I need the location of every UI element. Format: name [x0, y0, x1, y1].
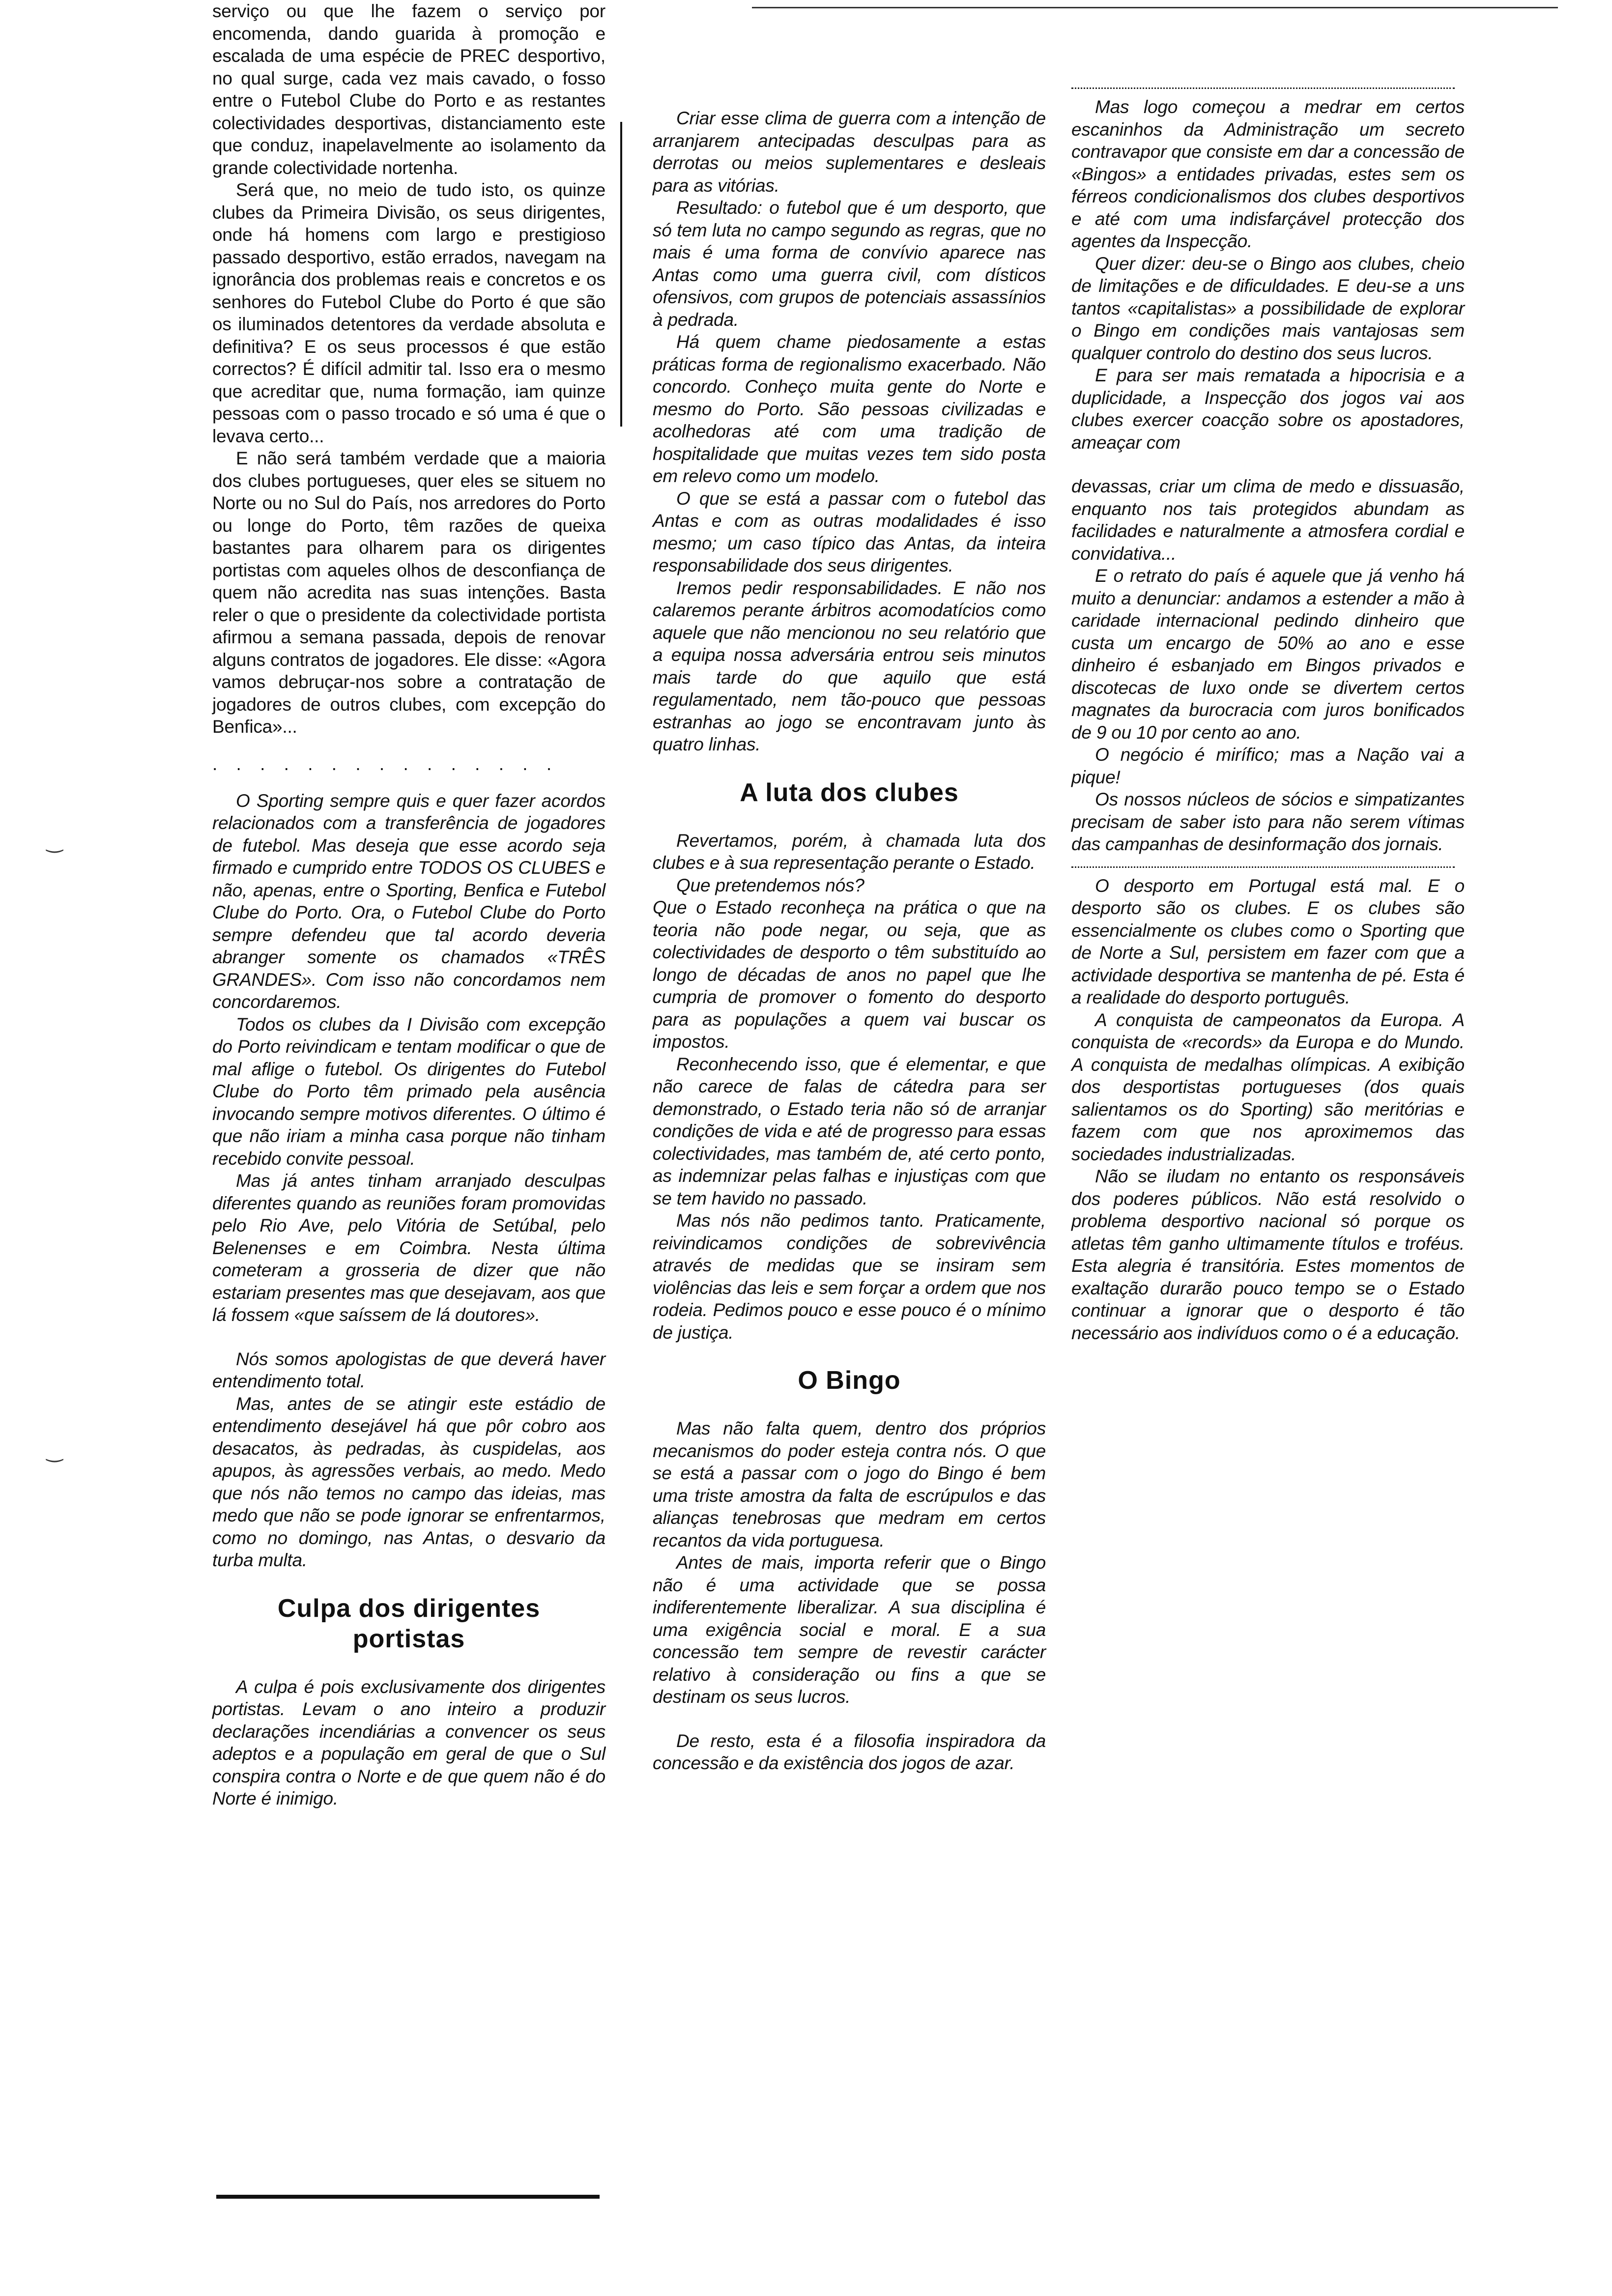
column-3: [1071, 87, 1465, 1344]
col1-heading-culpa: Culpa dos dirigentes portistas: [277, 1594, 541, 1653]
col3-paragraph-7: Os nossos núcleos de sócios e simpatizantes precisam de saber isto para não serem vítimas das campanhas de desinformação dos jornais.: [1071, 789, 1465, 854]
margin-mark: ‿: [47, 1440, 63, 1462]
col2-heading-luta: A luta dos clubes: [740, 778, 959, 807]
col2-paragraph-12: Antes de mais, importa referir que o Bingo não é uma actividade que se possa indiferentemente liberalizar. A sua disciplina é uma exigência social e moral. E a sua concessão tem sempre de revestir carácter relativo à consideração ou fins a que se destinam os seus lucros.: [653, 1552, 1046, 1707]
col1-dots-separator: . . . . . . . . . . . . . . .: [212, 753, 559, 774]
col2-paragraph-10: Mas nós não pedimos tanto. Praticamente, reivindicamos condições de sobrevivência através de medidas que se insiram sem violências das leis e sem forçar a ordem que nos rodeia. Pedimos pouco e esse pouco é o mínimo de justiça.: [653, 1210, 1046, 1343]
col2-paragraph-1: Criar esse clima de guerra com a intenção de arranjarem antecipadas desculpas para as derrotas ou meios suplementares e desleais para as vitórias.: [653, 108, 1046, 196]
col3-paragraph-9: A conquista de campeonatos da Europa. A conquista de «records» da Europa e do Mundo. A conquista de medalhas olímpicas. A exibição dos desportistas portugueses (dos quais salientamos os do Sporting) são meritórias e fazem com que nos aproximemos das sociedades industrializadas.: [1071, 1009, 1465, 1164]
column-2: [653, 107, 1046, 1775]
col3-paragraph-8: O desporto em Portugal está mal. E o desporto são os clubes. E os clubes são essencialmente os clubes como o Sporting que de Norte a Sul, persistem em fazer com que a actividade desportiva se mantenha de pé. Esta é a realidade do desporto português.: [1071, 875, 1465, 1007]
col1-paragraph-2: Será que, no meio de tudo isto, os quinze clubes da Primeira Divisão, os seus dirigentes, onde há homens com largo e prestigioso passado desportivo, estão errados, navegam na ignorância dos problemas reais e concretos e os senhores do Futebol Clube do Porto é que são os iluminados detentores da verdade absoluta e definitiva? E os seus processos é que estão correctos? É difícil admitir tal. Isso era o mesmo que acreditar que, numa formação, iam quinze pessoas com o passo trocado e só uma é que o levava certo...: [212, 180, 605, 446]
col1-paragraph-1: serviço ou que lhe fazem o serviço por encomenda, dando guarida à promoção e escalada de uma espécie de PREC desportivo, no qual surge, cada vez mais cavado, o fosso entre o Futebol Clube do Porto e as restantes colectividades desportivas, distanciamento este que conduz, inapelavelmente ao isolamento da grande colectividade nortenha.: [212, 1, 605, 178]
col3-paragraph-4: devassas, criar um clima de medo e dissuasão, enquanto nos tais protegidos abundam as facilidades e naturalmente a atmosfera cordial e convidativa...: [1071, 476, 1465, 564]
col3-paragraph-10: Não se iludam no entanto os responsáveis dos poderes públicos. Não está resolvido o problema desportivo nacional só porque os atletas têm ganho ultimamente títulos e troféus. Esta alegria é transitória. Estes momentos de exaltação durarão pouco tempo se o Estado continuar a ignorar que o desporto é tão necessário aos indivíduos como o é a educação.: [1071, 1166, 1465, 1343]
top-rule: [752, 7, 1558, 8]
col2-paragraph-9: Reconhecendo isso, que é elementar, e que não carece de falas de cátedra para ser demonstrado, o Estado teria não só de arranjar condições de vida e até de progresso para essas colectividades, mas também de, até certo ponto, as indemnizar pelas falhas e injustiças com que se tem havido no passado.: [653, 1054, 1046, 1208]
col3-paragraph-1: Mas logo começou a medrar em certos escaninhos da Administração um secreto contravapor que consiste em dar a concessão de «Bingos» a entidades privadas, estes sem os férreos condicionalismos dos clubes desportivos e até com uma indisfarçável protecção dos agentes da Inspecção.: [1071, 97, 1465, 251]
col1-paragraph-9: A culpa é pois exclusivamente dos dirigentes portistas. Levam o ano inteiro a produzir declarações incendiárias a convencer os seus adeptos e a população em geral de que o Sul conspira contra o Norte e de que quem não é do Norte é inimigo.: [212, 1676, 605, 1808]
col2-paragraph-5: Iremos pedir responsabilidades. E não nos calaremos perante árbitros acomodatícios como aquele que não mencionou no seu relatório que a equipa nossa adversária entrou seis minutos mais tarde do que aquilo que está regulamentado, nem tão-pouco que pessoas estranhas ao jogo se encontravam junto às quatro linhas.: [653, 577, 1046, 754]
col2-paragraph-4: O que se está a passar com o futebol das Antas e com as outras modalidades é isso mesmo; um caso típico das Antas, da inteira responsabilidade dos seus dirigentes.: [653, 488, 1046, 575]
col2-heading-bingo: O Bingo: [798, 1366, 901, 1395]
col1-paragraph-7: Nós somos apologistas de que deverá haver entendimento total.: [212, 1349, 605, 1391]
col3-paragraph-2: Quer dizer: deu-se o Bingo aos clubes, cheio de limitações e de dificuldades. E deu-se a uns tantos «capitalistas» a possibilidade de explorar o Bingo em condições mais vantajosas sem qualquer controlo do destino dos seus lucros.: [1071, 253, 1465, 363]
col3-paragraph-5: E o retrato do país é aquele que já venho há muito a denunciar: andamos a estender a mão à caridade internacional pedindo dinheiro que custa um encargo de 50% ao ano e esse dinheiro é esbanjado em Bingos privados e discotecas de luxo onde se divertem certos magnates da burocracia com juros bonificados de 9 ou 10 por cento ao ano.: [1071, 566, 1465, 743]
col2-paragraph-13: De resto, esta é a filosofia inspiradora da concessão e da existência dos jogos de azar.: [653, 1730, 1046, 1773]
col1-bracket: [620, 122, 622, 427]
col3-paragraph-3: E para ser mais rematada a hipocrisia e a duplicidade, a Inspecção dos jogos vai aos clubes exercer coacção sobre os apostadores, ameaçar com: [1071, 365, 1465, 453]
col3-top-dotted-rule: [1071, 87, 1455, 89]
col1-paragraph-3: E não será também verdade que a maioria dos clubes portugueses, quer eles se situem no Norte ou no Sul do País, nos arredores do Porto ou longe do Porto, têm razões de queixa bastantes para olharem para os dirigentes portistas com aqueles olhos de desconfiança de quem não acredita nas suas intenções. Basta reler o que o presidente da colectividade portista afirmou a semana passada, depois de renovar alguns contratos de jogadores. Ele disse: «Agora vamos debruçar-nos sobre a contratação de jogadores de outros clubes, com excepção do Benfica»...: [212, 448, 605, 737]
col1-paragraph-8: Mas, antes de se atingir este estádio de entendimento desejável há que pôr cobro aos desacatos, às pedradas, às cuspidelas, aos apupos, às agressões verbais, ao medo. Medo que nós não temos no campo das ideias, mas medo que não se pode ignorar se enfrentarmos, como no domingo, nas Antas, o desvario da turba multa.: [212, 1393, 605, 1570]
col2-paragraph-7: Que pretendemos nós?: [676, 875, 864, 895]
col2-paragraph-6: Revertamos, porém, à chamada luta dos clubes e à sua representação perante o Estado.: [653, 830, 1046, 873]
col2-paragraph-8: Que o Estado reconheça na prática o que na teoria não pode negar, ou seja, que as colectividades de desporto o têm substituído ao longo de décadas de anos no papel que lhe cumpria de promover o fomento do desporto para as populações a quem vai buscar os impostos.: [653, 897, 1046, 1052]
col2-paragraph-3: Há quem chame piedosamente a estas práticas forma de regionalismo exacerbado. Não concordo. Conheço muita gente do Norte e mesmo do Porto. São pessoas civilizadas e acolhedoras até com uma tradição de hospitalidade que muitas vezes tem sido posta em relevo como um modelo.: [653, 332, 1046, 486]
col1-paragraph-6: Mas já antes tinham arranjado desculpas diferentes quando as reuniões foram promovidas pelo Rio Ave, pelo Vitória de Setúbal, pelo Belenenses e em Coimbra. Nesta última cometeram a grosseria de dizer que não estariam presentes mas que desejavam, aos que lá fossem «que saíssem de lá doutores».: [212, 1171, 605, 1325]
col1-paragraph-5: Todos os clubes da I Divisão com excepção do Porto reivindicam e tentam modificar o que de mal aflige o futebol. Os dirigentes do Futebol Clube do Porto têm primado pela ausência invocando sempre motivos diferentes. O último é que não iriam a minha casa porque não tinham recebido convite pessoal.: [212, 1014, 605, 1169]
column-1: [212, 0, 605, 1810]
margin-mark: ‿: [47, 831, 63, 853]
col1-paragraph-4: O Sporting sempre quis e quer fazer acordos relacionados com a transferência de jogadores de futebol. Mas deseja que esse acordo seja firmado e cumprido entre TODOS OS CLUBES e não, apenas, entre o Sporting, Benfica e Futebol Clube do Porto. Ora, o Futebol Clube do Porto sempre defendeu que tal acordo deveria abranger somente os chamados «TRÊS GRANDES». Com isso não concordamos nem concordaremos.: [212, 790, 605, 1012]
col2-paragraph-2: Resultado: o futebol que é um desporto, que só tem luta no campo segundo as regras, que no mais é uma forma de convívio aparece nas Antas como uma guerra civil, com dísticos ofensivos, com grupos de potenciais assassínios à pedrada.: [653, 198, 1046, 330]
col3-mid-dotted-rule: [1071, 866, 1455, 868]
col2-paragraph-11: Mas não falta quem, dentro dos próprios mecanismos do poder esteja contra nós. O que se está a passar com o jogo do Bingo é bem uma triste amostra da falta de escrúpulos e das alianças tenebrosas que medram em certos recantos da vida portuguesa.: [653, 1418, 1046, 1550]
col3-paragraph-6: O negócio é mirífico; mas a Nação vai a pique!: [1071, 745, 1465, 787]
col1-bottom-rule: [216, 2195, 600, 2199]
